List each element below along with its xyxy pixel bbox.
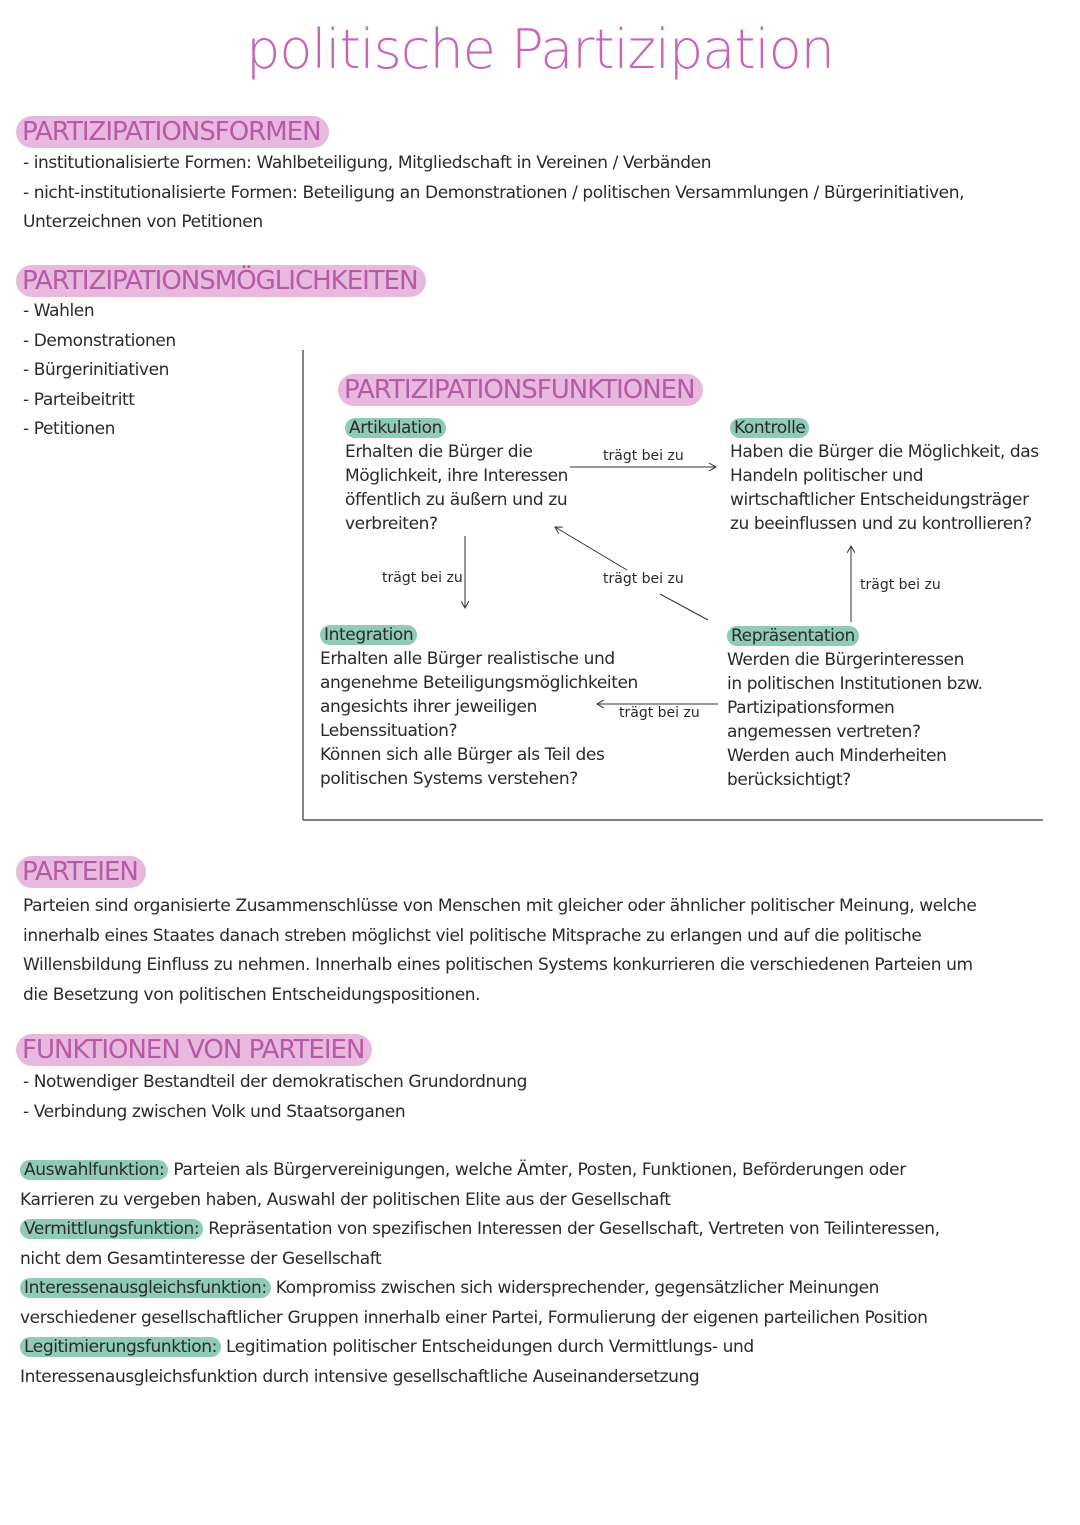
artikulation-line: öffentlich zu äußern und zu — [345, 490, 568, 510]
entry-text: Repräsentation von spezifischen Interessen der Gesellschaft, Vertreten von Teilinteressen, — [208, 1219, 940, 1239]
kontrolle-line: zu beeinflussen und zu kontrollieren? — [730, 514, 1032, 534]
list-item: - Demonstrationen — [23, 330, 176, 351]
repraesentation-line: angemessen vertreten? — [727, 722, 921, 742]
integration-line: Erhalten alle Bürger realistische und — [320, 649, 615, 669]
label-kontrolle: Kontrolle — [730, 418, 809, 438]
funktionen-parteien-entries — [20, 1156, 940, 1392]
entry-text: Kompromiss zwischen sich widersprechender, gegensätzlicher Meinungen — [275, 1278, 880, 1298]
entry-vermittlungsfunktion — [20, 1215, 940, 1245]
parteien-line: Parteien sind organisierte Zusammenschlüsse von Menschen mit gleicher oder ähnlicher politischer Meinung, welche — [23, 896, 977, 916]
heading-partizipationsfunktionen: PARTIZIPATIONSFUNKTIONEN — [338, 374, 703, 406]
integration-line: Können sich alle Bürger als Teil des — [320, 745, 605, 765]
artikulation-line: verbreiten? — [345, 514, 438, 534]
parteien-line: innerhalb eines Staates danach streben möglichst viel politische Mitsprache zu erlangen und auf die politische — [23, 925, 922, 946]
list-item: - Verbindung zwischen Volk und Staatsorganen — [23, 1101, 406, 1122]
repraesentation-line: Werden auch Minderheiten — [727, 746, 947, 766]
integration-line: angenehme Beteiligungsmöglichkeiten — [320, 673, 638, 693]
entry-legitimierungsfunktion — [20, 1333, 940, 1363]
artikulation-line: Erhalten die Bürger die — [345, 442, 533, 462]
entry-auswahlfunktion — [20, 1156, 940, 1186]
entry-cont: verschiedener gesellschaftlicher Gruppen innerhalb einer Partei, Formulierung der eigenen parteilichen Position — [20, 1307, 928, 1328]
entry-cont: Karrieren zu vergeben haben, Auswahl der politischen Elite aus der Gesellschaft — [20, 1189, 671, 1210]
funktionen-parteien-list — [23, 1068, 527, 1127]
entry-label: Legitimierungsfunktion: — [20, 1337, 221, 1357]
page-title: politische Partizipation — [246, 18, 834, 81]
integration-line: politischen Systems verstehen? — [320, 769, 578, 789]
heading-partizipationsmoeglichkeiten: PARTIZIPATIONSMÖGLICHKEITEN — [16, 265, 426, 297]
formen-line: - institutionalisierte Formen: Wahlbeteiligung, Mitgliedschaft in Vereinen / Verbänden — [23, 153, 712, 173]
kontrolle-line: wirtschaftlicher Entscheidungsträger — [730, 490, 1029, 510]
kontrolle-line: Handeln politischer und — [730, 466, 924, 486]
entry-cont: Interessenausgleichsfunktion durch intensive gesellschaftliche Auseinandersetzung — [20, 1366, 700, 1387]
formen-line: Unterzeichnen von Petitionen — [23, 212, 263, 232]
repraesentation-line: Werden die Bürgerinteressen — [727, 650, 964, 670]
entry-interessenausgleichsfunktion — [20, 1274, 940, 1304]
heading-funktionen-von-parteien: FUNKTIONEN VON PARTEIEN — [16, 1034, 372, 1066]
arrow-label: trägt bei zu — [603, 448, 684, 464]
repraesentation-line: Partizipationsformen — [727, 698, 895, 718]
list-item: - Parteibeitritt — [23, 389, 135, 410]
entry-text: Parteien als Bürgervereinigungen, welche Ämter, Posten, Funktionen, Beförderungen oder — [173, 1160, 906, 1180]
entry-text: Legitimation politischer Entscheidungen durch Vermittlungs- und — [225, 1337, 754, 1357]
list-item: - Petitionen — [23, 419, 116, 439]
entry-label: Auswahlfunktion: — [20, 1160, 168, 1180]
repraesentation-line: berücksichtigt? — [727, 770, 851, 790]
label-repraesentation: Repräsentation — [727, 626, 859, 646]
box-integration — [320, 623, 638, 791]
label-integration: Integration — [320, 625, 417, 645]
box-repraesentation — [727, 624, 982, 792]
box-artikulation — [345, 416, 568, 536]
list-item: - Bürgerinitiativen — [23, 360, 170, 380]
integration-line: Lebenssituation? — [320, 721, 458, 741]
arrow-label: trägt bei zu — [619, 705, 700, 721]
arrow-label: trägt bei zu — [860, 577, 941, 593]
label-artikulation: Artikulation — [345, 418, 446, 438]
heading-parteien: PARTEIEN — [16, 856, 146, 888]
entry-label: Interessenausgleichsfunktion: — [20, 1278, 271, 1298]
list-item: - Wahlen — [23, 301, 95, 321]
kontrolle-line: Haben die Bürger die Möglichkeit, das — [730, 442, 1039, 462]
formen-line: - nicht-institutionalisierte Formen: Beteiligung an Demonstrationen / politischen Versammlungen / Bürgerinitiativen, — [23, 182, 965, 203]
parteien-text — [23, 892, 977, 1010]
entry-cont: nicht dem Gesamtinteresse der Gesellschaft — [20, 1248, 382, 1269]
arrow-repraesentation-artikulation-tail — [660, 594, 708, 620]
arrow-label: trägt bei zu — [382, 570, 463, 586]
entry-label: Vermittlungsfunktion: — [20, 1219, 203, 1239]
repraesentation-line: in politischen Institutionen bzw. — [727, 674, 983, 694]
box-kontrolle — [730, 416, 1039, 536]
list-item: - Notwendiger Bestandteil der demokratischen Grundordnung — [23, 1072, 528, 1092]
heading-partizipationsformen: PARTIZIPATIONSFORMEN — [16, 116, 329, 148]
artikulation-line: Möglichkeit, ihre Interessen — [345, 466, 569, 486]
parteien-line: die Besetzung von politischen Entscheidungspositionen. — [23, 984, 481, 1005]
arrow-label: trägt bei zu — [603, 571, 684, 587]
integration-line: angesichts ihrer jeweiligen — [320, 697, 537, 717]
parteien-line: Willensbildung Einfluss zu nehmen. Innerhalb eines politischen Systems konkurrieren die verschiedenen Parteien um — [23, 955, 973, 975]
